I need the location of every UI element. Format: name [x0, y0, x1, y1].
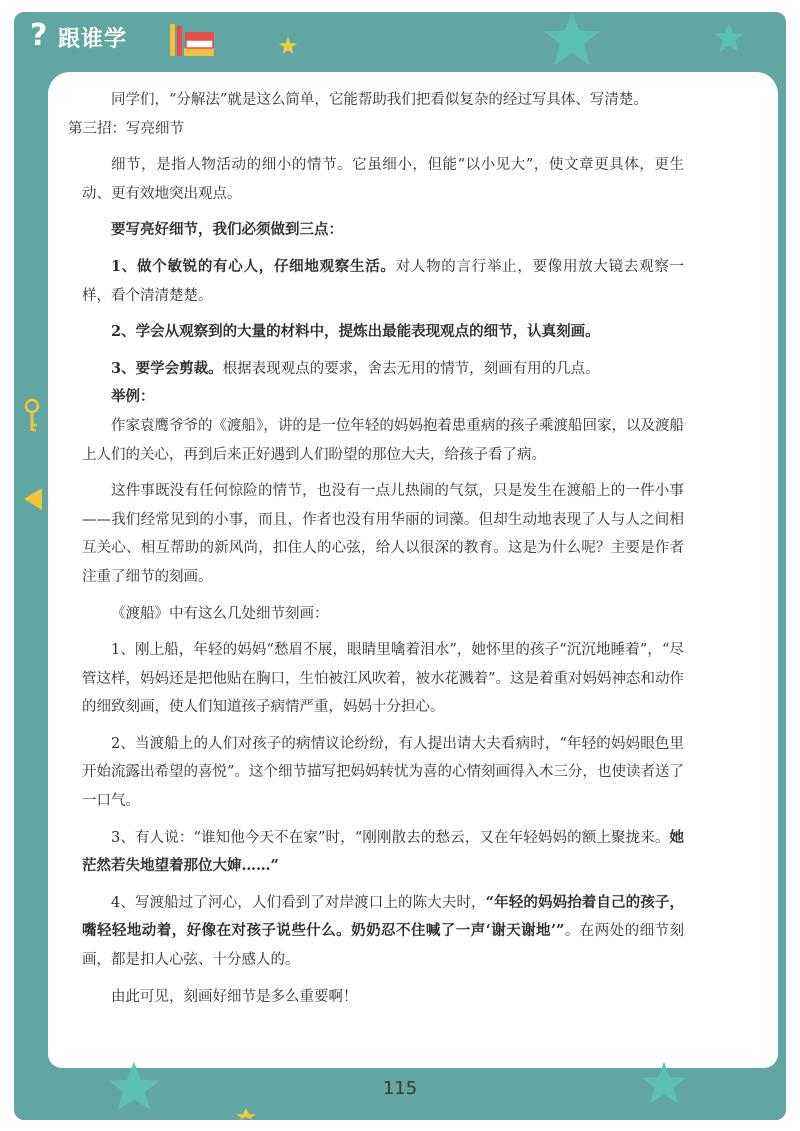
list-item-text: 根据表现观点的要求，舍去无用的情节，刻画有用的几点。: [222, 360, 600, 377]
header-bar: [14, 12, 786, 76]
paragraph: 同学们，“分解法”就是这么简单，它能帮助我们把看似复杂的经过写具体、写清楚。: [111, 92, 648, 108]
triangle-arrow-icon: [22, 486, 44, 512]
key-icon: [20, 398, 44, 434]
list-item: 2、学会从观察到的大量的材料中，提炼出最能表现观点的细节，认真刻画。: [111, 323, 600, 341]
paragraph: 2、当渡船上的人们对孩子的病情议论纷纷，有人提出请大夫看病时，“年轻的妈妈眼色里开始流露出希望的喜悦”。这个细节描写把妈妈转忧为喜的心情刻画得入木三分，也使读者送了一口气。: [82, 735, 684, 810]
article-body: [68, 86, 685, 1011]
paragraph-bold-text: 她茫然若失地望着那位大婶……”: [82, 828, 684, 875]
paragraph: 由此可见，刻画好细节是多么重要啊！: [111, 988, 358, 1005]
paragraph: [82, 889, 684, 975]
logo-question-mark: ?: [30, 18, 48, 53]
paragraph-text: 3、有人说：“谁知他今天不在家”时，“刚刚散去的愁云，又在年轻妈妈的额上聚拢来。: [111, 829, 670, 846]
paragraph-text: 4、写渡船过了河心，人们看到了对岸渡口上的陈大夫时，: [111, 894, 486, 911]
example-label: 举例：: [111, 388, 155, 406]
paragraph-text: 。在两处的细节刻画，都是扣人心弦、十分感人的。: [82, 923, 685, 969]
paragraph: 细节，是指人物活动的细小的情节。它虽细小，但能“以小见大”，使文章更具体，更生动、更有效地突出观点。: [82, 157, 684, 202]
paragraph: 1、刚上船，年轻的妈妈“愁眉不展，眼睛里噙着泪水”，她怀里的孩子“沉沉地睡着”，“尽管这样，妈妈还是把他贴在胸口，生怕被江风吹着，被水花溅着”。这是着重对妈妈神态和动作的细致刻画，使人们知道孩子病情严重，妈妈十分担心。: [82, 642, 684, 716]
paragraph: 作家袁鹰爷爷的《渡船》，讲的是一位年轻的妈妈抱着患重病的孩子乘渡船回家，以及渡船上人们的关心，再到后来正好遇到人们盼望的那位大夫，给孩子看了病。: [82, 417, 684, 463]
paragraph-bold-text: “年轻的妈妈抬着自己的孩子，嘴轻轻地动着，好像在对孩子说些什么。奶奶忍不住喊了一声‘谢天谢地’”: [82, 893, 684, 940]
paragraph: 《渡船》中有这么几处细节刻画：: [111, 605, 329, 622]
star-icon: [712, 22, 746, 54]
page-number: 115: [382, 1078, 418, 1099]
section-heading: 第三招：写亮细节: [68, 120, 184, 137]
paragraph: 这件事既没有任何惊险的情节，也没有一点儿热闹的气氛，只是发生在渡船上的一件小事——我们经常见到的小事，而且，作者也没有用华丽的词藻。但却生动地表现了人与人之间相互关心、相互帮助的新风尚，扣住人的心弦，给人以很深的教育。这是为什么呢？主要是作者注重了细节的刻画。: [82, 483, 684, 585]
logo-text: 跟谁学: [58, 27, 128, 52]
books-icon: [168, 22, 218, 58]
list-item-lead: 3、要学会剪裁。: [111, 359, 223, 377]
list-item: [82, 355, 684, 384]
paragraph: [82, 824, 684, 881]
list-item-lead: 1、做个敏锐的有心人，仔细地观察生活。: [111, 257, 396, 275]
list-item: [82, 253, 684, 310]
subheading: 要写亮好细节，我们必须做到三点：: [111, 221, 343, 239]
star-icon: [278, 36, 298, 56]
star-icon: [540, 10, 604, 68]
list-item-text: 对人物的言行举止，要像用放大镜去观察一样，看个清清楚楚。: [82, 258, 685, 304]
